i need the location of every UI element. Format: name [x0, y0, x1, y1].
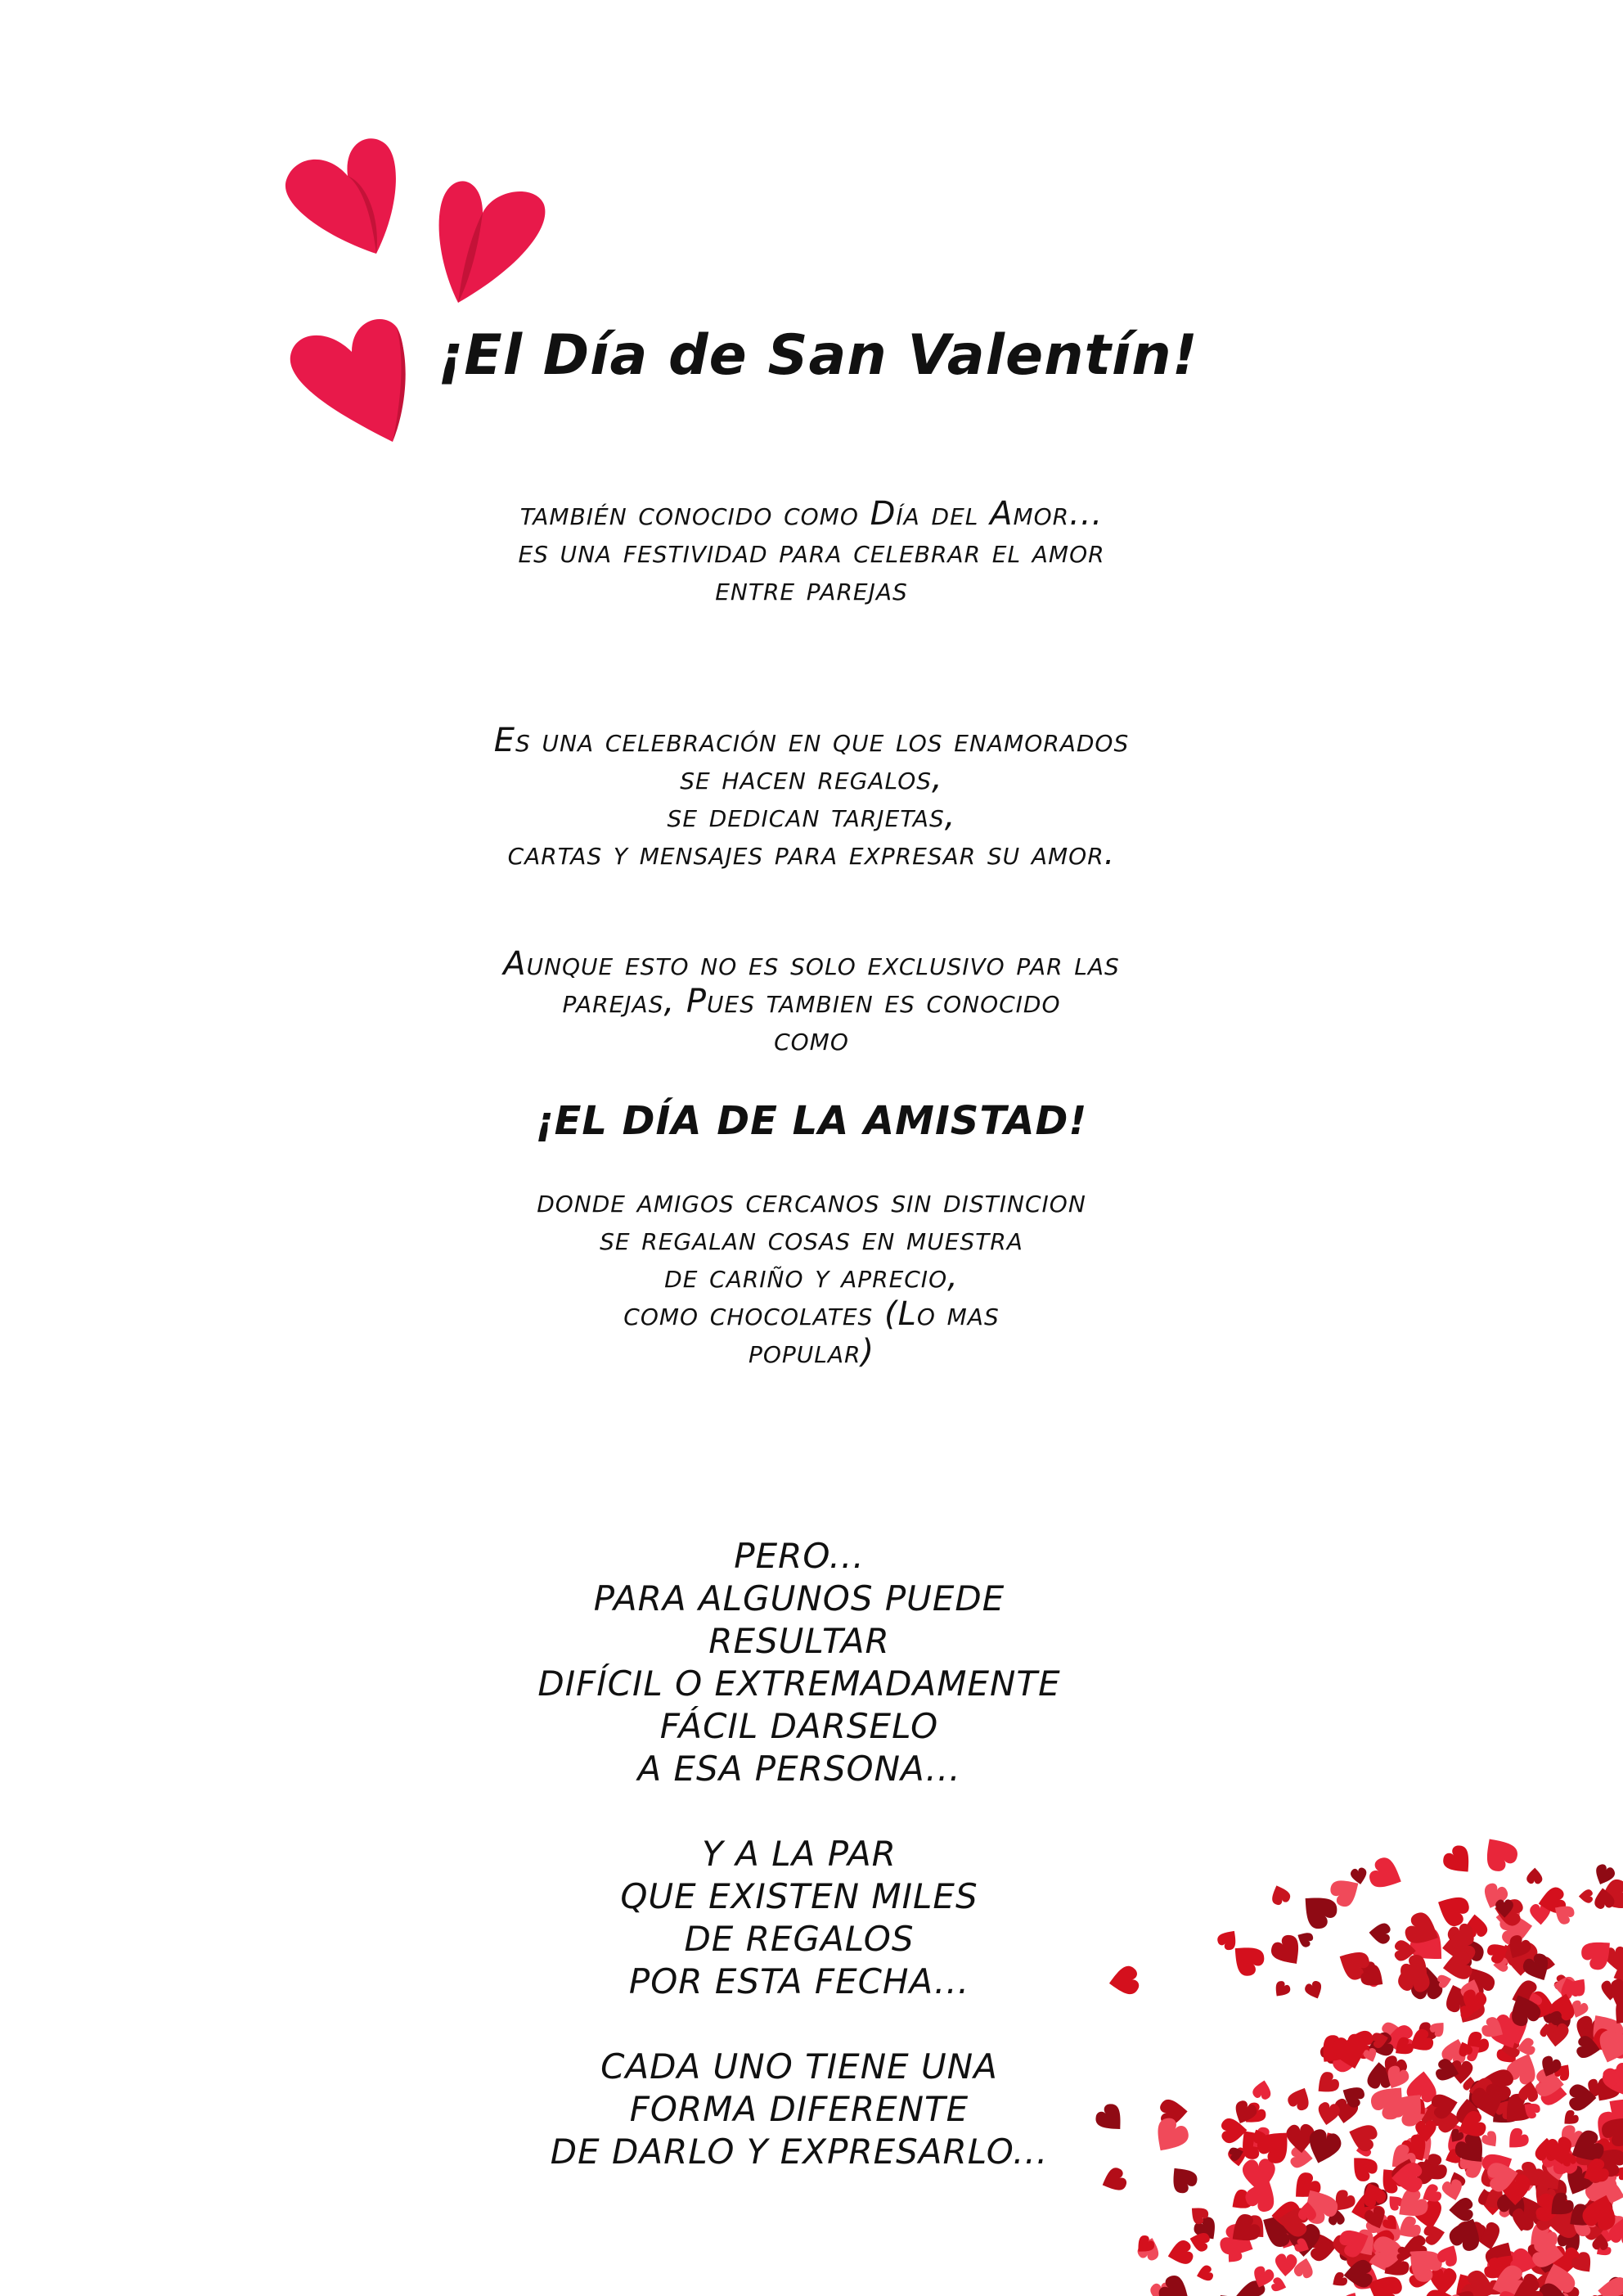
petal-heart-icon — [1270, 2276, 1288, 2294]
petal-heart-icon — [1252, 2078, 1273, 2100]
closing-line: PARA ALGUNOS PUEDE — [593, 1578, 1005, 1618]
celebration-line: se hacen regalos, — [680, 759, 943, 797]
petal-heart-icon — [1345, 2119, 1380, 2154]
closing-line: DIFÍCIL O EXTREMADAMENTE — [537, 1663, 1061, 1704]
petal-heart-icon — [1311, 2069, 1342, 2100]
closing-line: A ESA PERSONA... — [637, 1749, 961, 1789]
closing-line: CADA UNO TIENE UNA — [600, 2046, 998, 2087]
friends-line: de cariño y aprecio, — [664, 1258, 959, 1295]
closing-line: DE REGALOS — [684, 1919, 915, 1959]
petal-heart-icon — [1194, 2264, 1214, 2284]
petal-heart-icon — [1303, 1979, 1325, 2001]
intro-line: es una festividad para celebrar el amor — [518, 533, 1105, 570]
petal-heart-icon — [1279, 2292, 1311, 2296]
intro-line: también conocido como Día del Amor... — [519, 495, 1104, 533]
closing-line: PERO... — [734, 1536, 865, 1576]
friendship-intro-line: como — [774, 1020, 849, 1058]
page-title: ¡El Día de San Valentín! — [438, 323, 1198, 388]
celebration-line: cartas y mensajes para expresar su amor. — [507, 835, 1116, 872]
friends-line: como chocolates (Lo mas — [623, 1295, 1000, 1333]
petal-heart-icon — [1147, 2114, 1192, 2160]
petal-heart-icon — [1579, 1889, 1593, 1903]
petal-heart-icon — [1275, 2253, 1297, 2277]
friendship-subtitle: ¡EL DÍA DE LA AMISTAD! — [535, 1098, 1088, 1144]
petal-heart-icon — [1449, 2198, 1473, 2222]
hearts-decoration-icon — [262, 123, 573, 450]
petal-heart-icon — [1369, 1922, 1391, 1944]
heart-icon — [285, 138, 396, 254]
closing-paragraph-2 — [472, 1833, 1126, 2003]
heart-icon — [290, 319, 406, 442]
closing-line: QUE EXISTEN MILES — [620, 1876, 978, 1916]
closing-line: DE DARLO Y EXPRESARLO... — [550, 2132, 1049, 2172]
celebration-line: se dedican tarjetas, — [667, 797, 956, 835]
petal-heart-icon — [1270, 1979, 1292, 2001]
closing-line: FÁCIL DARSELO — [659, 1706, 939, 1746]
petal-heart-icon — [1286, 2083, 1315, 2113]
heart-icon — [439, 181, 546, 303]
friends-line: popular) — [748, 1333, 875, 1371]
petal-heart-icon — [1397, 1957, 1432, 1992]
petal-heart-icon — [1366, 1854, 1408, 1895]
petal-heart-icon — [1092, 2100, 1130, 2138]
friends-paragraph — [402, 1182, 1221, 1371]
petal-heart-icon — [1432, 1889, 1472, 1929]
closing-line: FORMA DIFERENTE — [629, 2089, 969, 2129]
petal-heart-icon — [1098, 2166, 1128, 2196]
friends-line: se regalan cosas en muestra — [600, 1220, 1023, 1258]
closing-paragraph-1 — [472, 1535, 1126, 1790]
celebration-line: Es una celebración en que los enamorados — [493, 722, 1130, 759]
intro-line: entre parejas — [715, 570, 908, 608]
petal-heart-icon — [1165, 2239, 1194, 2268]
friendship-intro-line: Aunque esto no es solo exclusivo par las — [503, 945, 1120, 983]
petal-heart-icon — [1526, 1867, 1543, 1884]
intro-paragraph — [402, 495, 1221, 608]
petal-heart-icon — [1423, 2222, 1446, 2246]
petal-heart-icon — [1107, 1965, 1140, 1997]
petal-heart-icon — [1155, 2272, 1196, 2296]
celebration-paragraph — [402, 722, 1221, 872]
heart-petals-decoration-icon — [1063, 1817, 1623, 2296]
closing-line: RESULTAR — [708, 1621, 890, 1661]
friends-line: donde amigos cercanos sin distincion — [537, 1182, 1086, 1220]
closing-paragraph-3 — [472, 2046, 1126, 2173]
petal-heart-icon — [1342, 2289, 1360, 2296]
closing-line: POR ESTA FECHA... — [628, 1961, 970, 2001]
friendship-intro-paragraph — [402, 945, 1221, 1058]
petal-heart-icon — [1597, 2276, 1623, 2296]
closing-line: Y A LA PAR — [702, 1834, 897, 1874]
friendship-intro-line: parejas, Pues tambien es conocido — [562, 983, 1061, 1020]
petal-heart-icon — [1268, 1882, 1292, 1907]
petal-heart-icon — [1502, 2126, 1531, 2155]
petal-heart-icon — [1342, 2259, 1373, 2289]
petal-heart-icon — [1164, 2160, 1200, 2196]
petal-heart-icon — [1440, 1842, 1478, 1880]
petal-heart-icon — [1477, 1830, 1522, 1875]
